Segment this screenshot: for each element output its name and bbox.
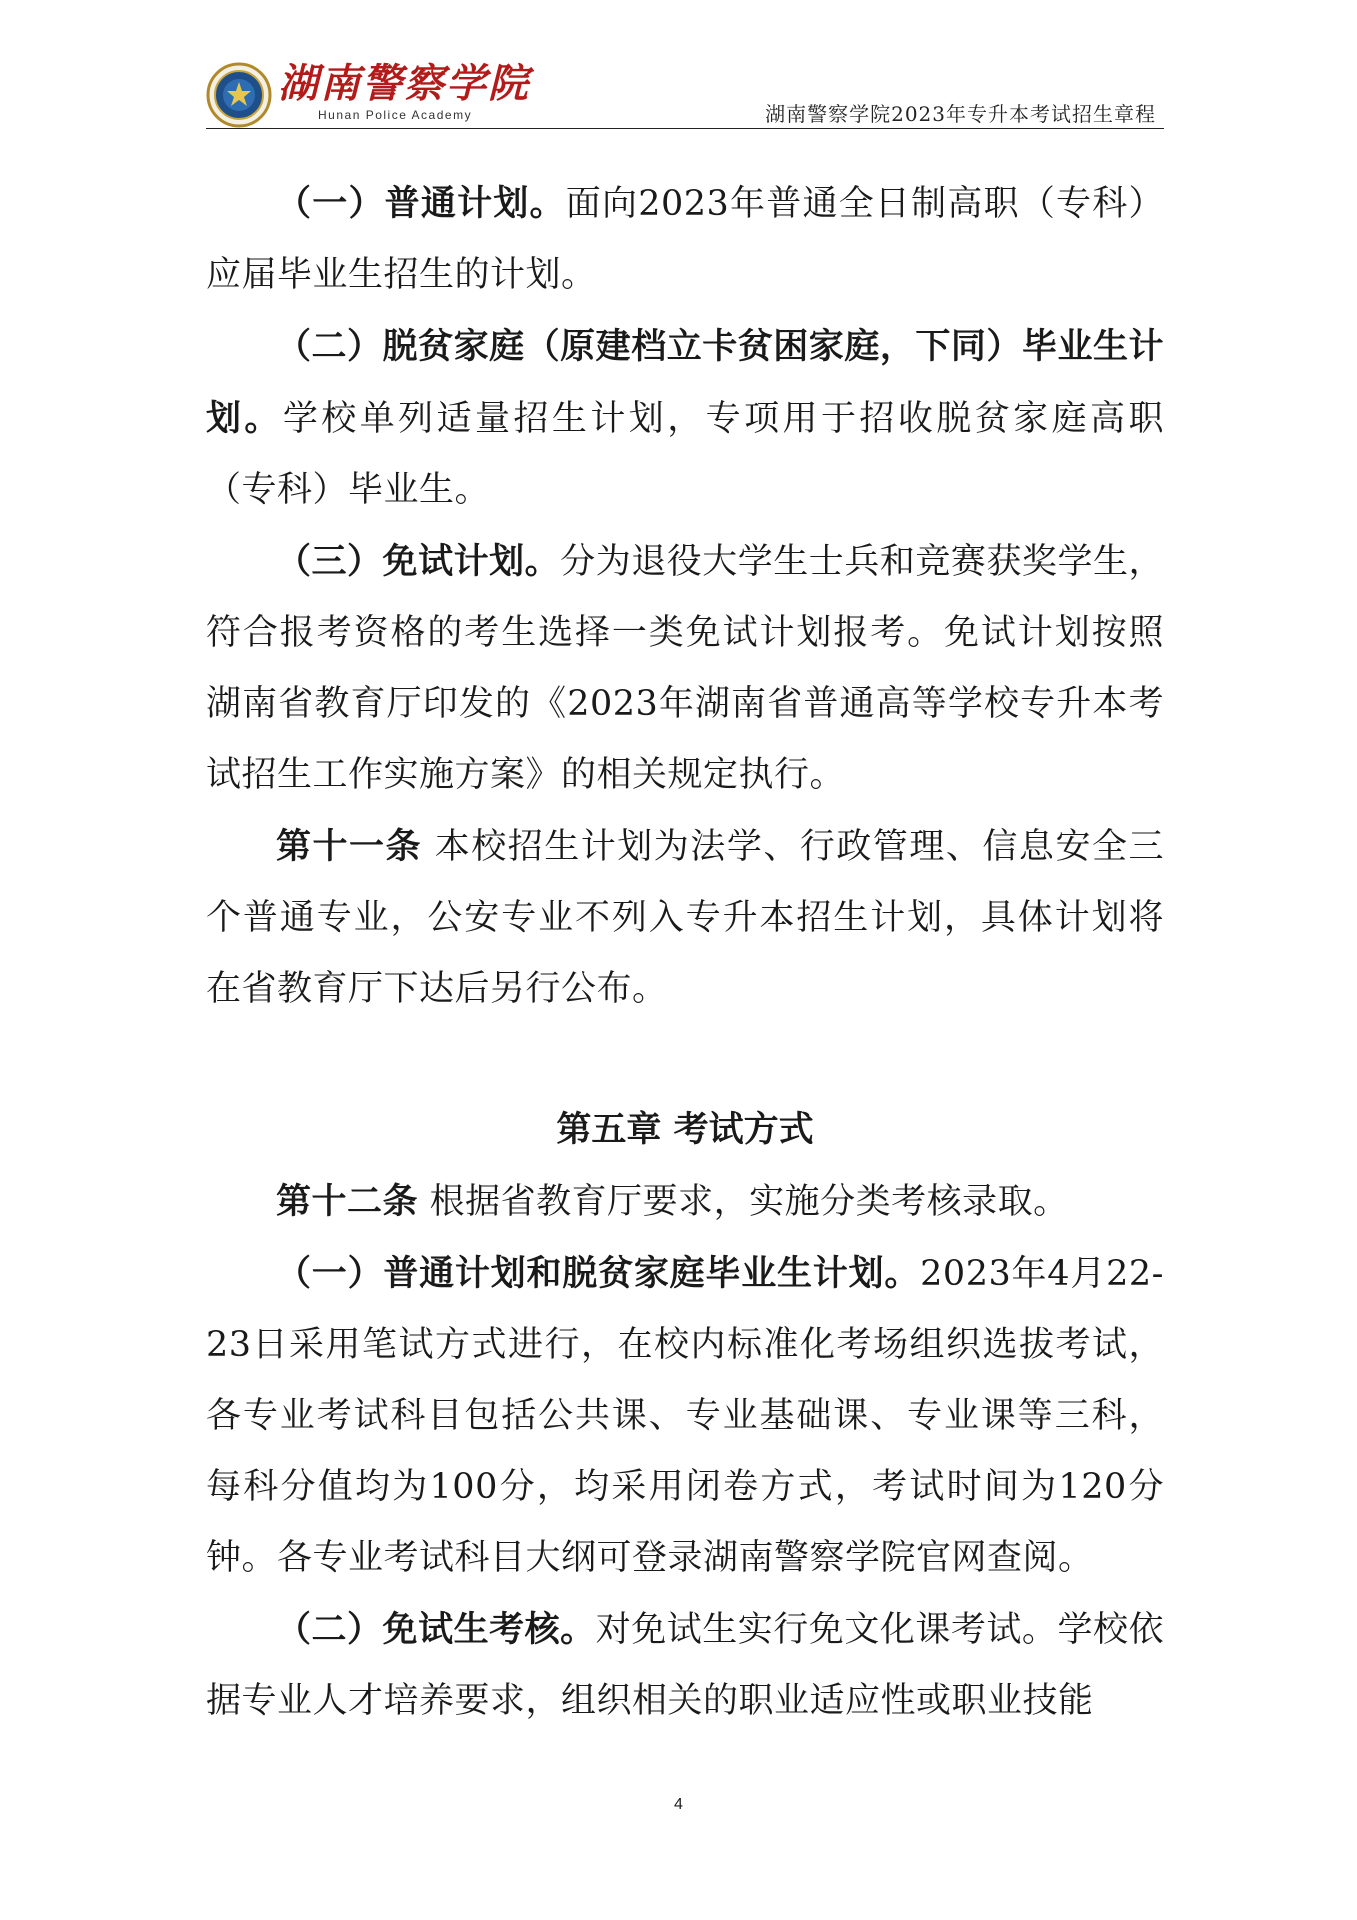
logo-subtitle: Hunan Police Academy bbox=[318, 108, 473, 122]
paragraph-text: 2023年4月22-23日采用笔试方式进行，在校内标准化考场组织选拔考试，各专业考试科目包括公共课、专业基础课、专业课等三科，每科分值均为100分，均采用闭卷方式，考试时间为120分钟。各专业考试科目大纲可登录湖南警察学院官网查阅。 bbox=[206, 1254, 1165, 1578]
paragraph-lead: （二）免试生考核。 bbox=[276, 1609, 596, 1650]
paragraph-exam-written bbox=[206, 1238, 1164, 1594]
page-body bbox=[206, 168, 1164, 1737]
paragraph-lead: 第十二条 bbox=[276, 1181, 419, 1222]
article-12 bbox=[206, 1166, 1164, 1238]
chapter-title: 第五章 考试方式 bbox=[556, 1110, 814, 1150]
article-11 bbox=[206, 811, 1164, 1025]
page-header bbox=[206, 58, 1164, 129]
paragraph-text: 本校招生计划为法学、行政管理、信息安全三个普通专业，公安专业不列入专升本招生计划，具体计划将在省教育厅下达后另行公布。 bbox=[206, 827, 1164, 1009]
paragraph-exam-exempt bbox=[206, 1594, 1164, 1737]
paragraph-text: 面向2023年普通全日制高职（专科）应届毕业生招生的计划。 bbox=[206, 184, 1164, 295]
page-number: 4 bbox=[674, 1796, 683, 1813]
paragraph-plan-poverty bbox=[206, 311, 1164, 526]
paragraph-text: 学校单列适量招生计划，专项用于招收脱贫家庭高职（专科）毕业生。 bbox=[206, 399, 1164, 510]
paragraph-text: 分为退役大学生士兵和竞赛获奖学生，符合报考资格的考生选择一类免试计划报考。免试计划按照湖南省教育厅印发的《2023年湖南省普通高等学校专升本考试招生工作实施方案》的相关规定执行。 bbox=[206, 542, 1164, 795]
paragraph-plan-exempt bbox=[206, 526, 1164, 811]
paragraph-text: 对免试生实行免文化课考试。学校依据专业人才培养要求，组织相关的职业适应性或职业技能 bbox=[206, 1610, 1164, 1721]
logo-wordmark: 湖南警察学院 bbox=[278, 60, 530, 107]
paragraph-lead: （三）免试计划。 bbox=[276, 541, 561, 582]
paragraph-plan-regular bbox=[206, 168, 1164, 311]
paragraph-lead: （一）普通计划。 bbox=[276, 183, 566, 224]
paragraph-lead: 第十一条 bbox=[276, 826, 423, 867]
paragraph-lead: （二）脱贫家庭（原建档立卡贫困家庭，下同）毕业生计划。 bbox=[206, 326, 1164, 439]
paragraph-lead: （一）普通计划和脱贫家庭毕业生计划。 bbox=[276, 1253, 921, 1294]
document-title: 湖南警察学院2023年专升本考试招生章程 bbox=[765, 102, 1156, 126]
police-academy-emblem-icon bbox=[206, 62, 272, 128]
paragraph-text: 根据省教育厅要求，实施分类考核录取。 bbox=[418, 1182, 1069, 1222]
